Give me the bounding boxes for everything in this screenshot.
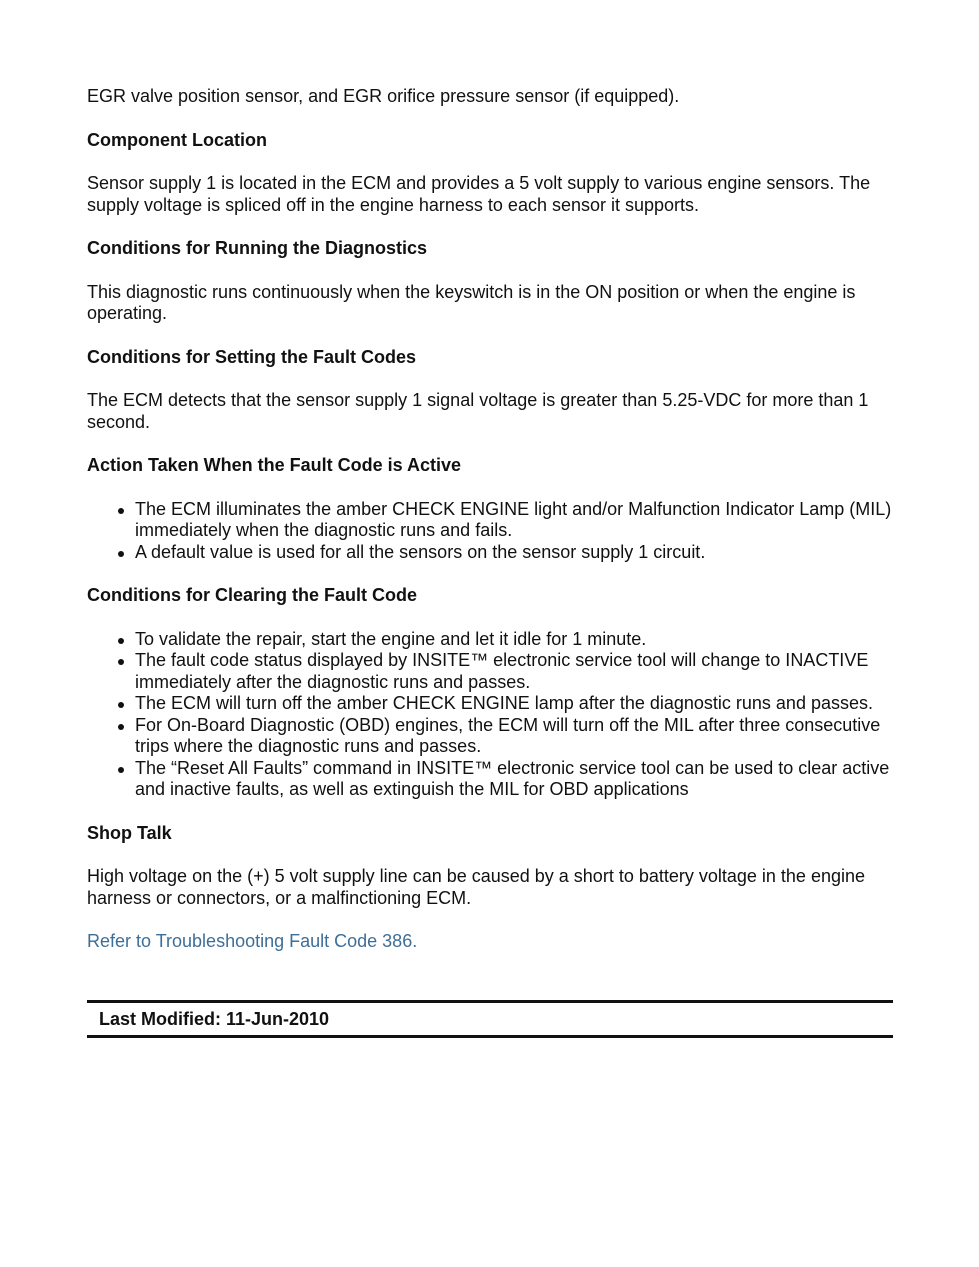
action-taken-heading: Action Taken When the Fault Code is Active xyxy=(87,455,462,475)
shop-talk-text: High voltage on the (+) 5 volt supply line can be caused by a short to battery voltage in the engine harness or connectors, or a malfinctioning ECM. xyxy=(87,866,865,908)
running-conditions-text: This diagnostic runs continuously when the keyswitch is in the ON position or when the engine is operating. xyxy=(87,281,856,323)
running-conditions-heading: Conditions for Running the Diagnostics xyxy=(87,238,427,258)
action-taken-list xyxy=(87,499,893,564)
intro-text: EGR valve position sensor, and EGR orifice pressure sensor (if equipped). xyxy=(87,86,680,106)
clearing-conditions-heading: Conditions for Clearing the Fault Code xyxy=(87,585,417,605)
clearing-conditions-list xyxy=(87,629,893,801)
list-item: The ECM will turn off the amber CHECK ENGINE lamp after the diagnostic runs and passes. xyxy=(135,693,893,715)
list-item: A default value is used for all the sensors on the sensor supply 1 circuit. xyxy=(135,542,893,564)
list-item: For On-Board Diagnostic (OBD) engines, the ECM will turn off the MIL after three consecutive trips where the diagnostic runs and passes. xyxy=(135,715,893,758)
list-item: The fault code status displayed by INSITE™ electronic service tool will change to INACTIVE immediately after the diagnostic runs and passes. xyxy=(135,650,893,693)
list-item: The ECM illuminates the amber CHECK ENGINE light and/or Malfunction Indicator Lamp (MIL) immediately when the diagnostic runs and fails. xyxy=(135,498,892,540)
setting-conditions-heading: Conditions for Setting the Fault Codes xyxy=(87,346,416,367)
component-location-heading: Component Location xyxy=(87,129,267,150)
last-modified-label: Last Modified: 11-Jun-2010 xyxy=(99,1009,330,1029)
footer-bar xyxy=(87,1000,893,1038)
component-location-text: Sensor supply 1 is located in the ECM and provides a 5 volt supply to various engine sensors. The supply voltage is spliced off in the engine harness to each sensor it supports. xyxy=(87,173,871,215)
troubleshooting-fault-code-link[interactable]: Refer to Troubleshooting Fault Code 386. xyxy=(87,931,418,951)
setting-conditions-text: The ECM detects that the sensor supply 1 signal voltage is greater than 5.25-VDC for more than 1 second. xyxy=(87,390,869,432)
document-body xyxy=(87,86,893,975)
list-item: To validate the repair, start the engine and let it idle for 1 minute. xyxy=(135,629,893,651)
list-item: The “Reset All Faults” command in INSITE™ electronic service tool can be used to clear active and inactive faults, as well as extinguish the MIL for OBD applications xyxy=(135,758,893,801)
shop-talk-heading: Shop Talk xyxy=(87,822,172,843)
